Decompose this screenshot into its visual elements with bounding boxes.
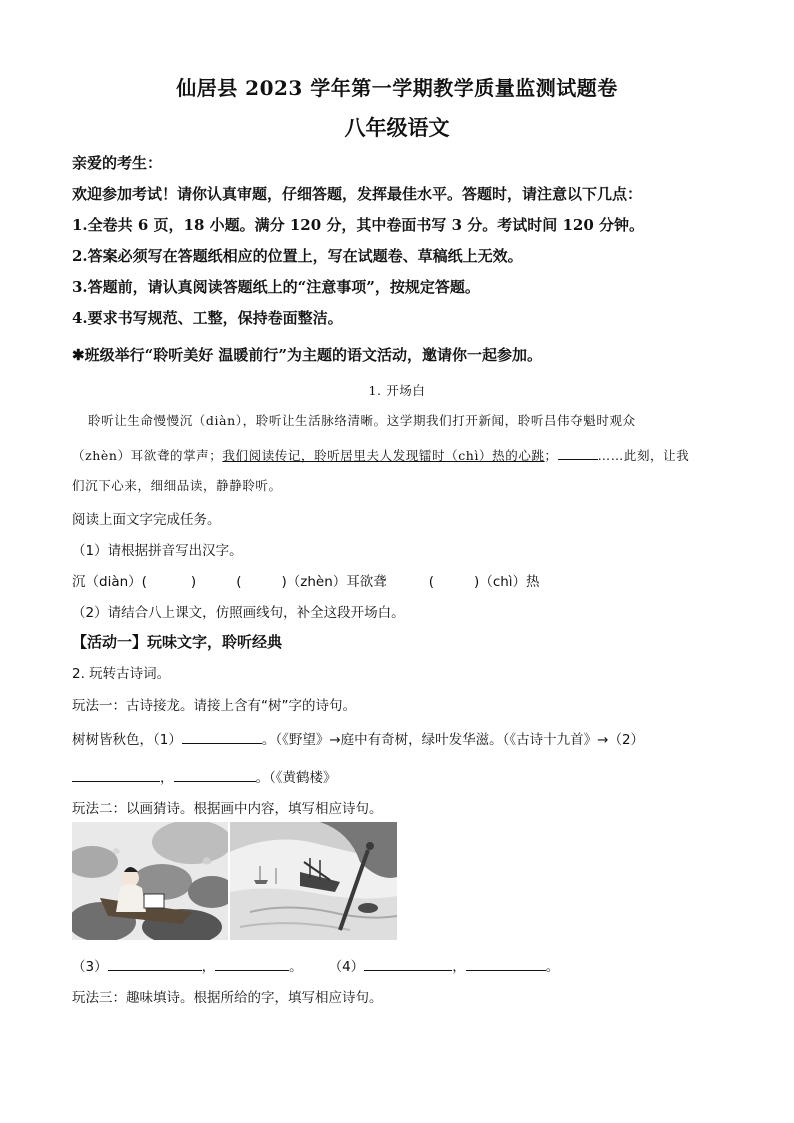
answer-blank-3b[interactable]	[215, 956, 289, 971]
activity-1-heading: 【活动一】玩味文字，聆听经典	[72, 633, 283, 651]
poem-chain-start: 树树皆秋色，（1）	[72, 732, 182, 748]
answer-label-4: （4）	[328, 959, 365, 975]
sub-question-1: （1）请根据拼音写出汉字。	[72, 543, 243, 559]
pinyin-c-open: (	[428, 574, 435, 590]
answer-label-3: （3）	[72, 959, 108, 975]
play-2-text: 玩法二：以画猜诗。根据画中内容，填写相应诗句。	[72, 801, 383, 817]
ships-harbor-painting	[230, 822, 397, 940]
pinyin-a-close: )	[190, 574, 197, 590]
pinyin-b-label: )（zhèn）耳欲聋	[281, 574, 387, 590]
exam-subtitle: 八年级语文	[344, 115, 450, 140]
passage-line-1: 聆听让生命慢慢沉（diàn），聆听让生活脉络清晰。这学期我们打开新闻，聆听吕伟夺魁时观众	[88, 413, 636, 428]
notice-item-3: 3.答题前，请认真阅读答题纸上的“注意事项”，按规定答题。	[72, 278, 480, 296]
pinyin-a-label: 沉（diàn）(	[72, 574, 147, 590]
notice-item-4: 4.要求书写规范、工整，保持卷面整洁。	[72, 309, 343, 327]
notice-item-1: 1.全卷共 6 页，18 小题。满分 120 分，其中卷面书写 3 分。考试时间 120 分钟。	[72, 216, 645, 234]
question-2-heading: 2. 玩转古诗词。	[72, 666, 171, 682]
pinyin-b-open: (	[236, 574, 242, 590]
passage-segment: ；	[544, 448, 558, 463]
poem-chain-line-1	[72, 728, 644, 748]
notice-item-2: 2.答案必须写在答题纸相应的位置上，写在试题卷、草稿纸上无效。	[72, 247, 523, 265]
poem-chain-end: 。（《黄鹤楼》	[255, 770, 337, 786]
greeting: 亲爱的考生：	[72, 154, 163, 172]
picture-answer-row	[72, 955, 559, 975]
answer-blank-3a[interactable]	[108, 956, 202, 971]
poem-chain-middle: 。（《野望》→庭中有奇树，绿叶发华滋。（《古诗十九首》→（2）	[261, 732, 645, 748]
question-1-heading: 1. 开场白	[368, 383, 426, 398]
poem-chain-sep: ，	[160, 770, 174, 786]
lotus-boat-image	[72, 822, 228, 940]
activity-intro: ✱班级举行“聆听美好 温暖前行”为主题的语文活动，邀请你一起参加。	[72, 346, 543, 364]
poem-chain-line-2	[72, 766, 337, 786]
instruction-text: 阅读上面文字完成任务。	[72, 512, 221, 528]
answer-blank-4a[interactable]	[364, 956, 452, 971]
sub-question-2: （2）请结合八上课文，仿照画线句，补全这段开场白。	[72, 605, 405, 621]
answer-blank-4b[interactable]	[466, 956, 546, 971]
exam-title: 仙居县 2023 学年第一学期教学质量监测试题卷	[176, 76, 618, 100]
answer-blank-2b[interactable]	[174, 767, 256, 782]
underlined-sentence: 我们阅读传记，聆听居里夫人发现镭时（chì）热的心跳	[222, 448, 545, 463]
answer-sep-3: ，	[201, 959, 216, 975]
pinyin-row	[72, 570, 540, 590]
answer-blank[interactable]	[558, 445, 598, 460]
play-3-text: 玩法三：趣味填诗。根据所给的字，填写相应诗句。	[72, 990, 383, 1006]
answer-end-4: 。	[545, 959, 560, 975]
lotus-boat-painting	[72, 822, 228, 940]
ships-harbor-image	[230, 822, 397, 940]
passage-line-2	[72, 445, 689, 464]
pinyin-c-label: )（chì）热	[474, 574, 540, 590]
answer-end-3: 。	[289, 959, 303, 975]
passage-segment: （zhèn）耳欲聋的掌声；	[72, 448, 223, 463]
play-1-text: 玩法一：古诗接龙。请接上含有“树”字的诗句。	[72, 698, 356, 714]
answer-blank-1[interactable]	[182, 729, 262, 744]
passage-segment: ……此刻，让我	[597, 448, 690, 463]
welcome-text: 欢迎参加考试！请你认真审题，仔细答题，发挥最佳水平。答题时，请注意以下几点：	[72, 185, 643, 203]
passage-line-3: 们沉下心来，细细品读，静静聆听。	[72, 478, 282, 493]
answer-sep-4: ，	[452, 959, 466, 975]
answer-blank-2a[interactable]	[72, 767, 160, 782]
